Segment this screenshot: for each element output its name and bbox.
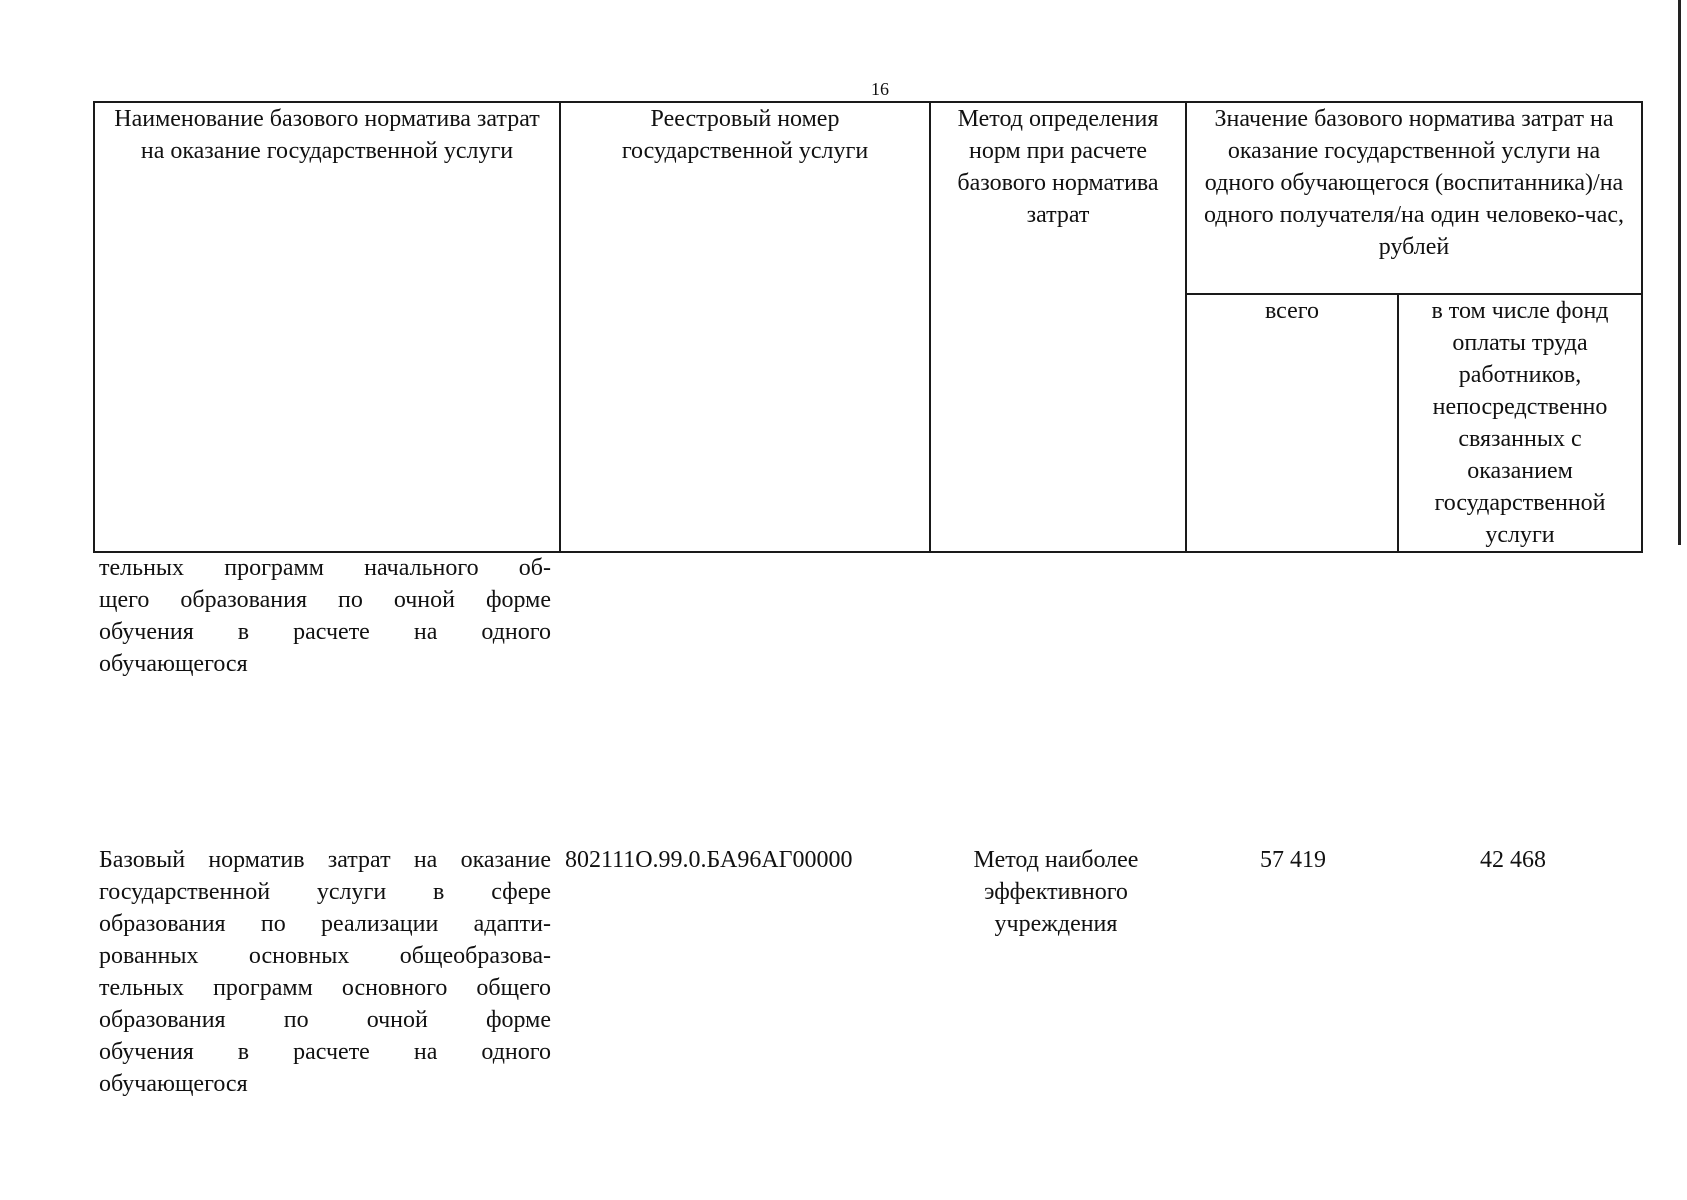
row-name-line: образования по реализации адапти- — [99, 911, 551, 937]
row-method-line: Метод наиболее — [973, 847, 1139, 873]
row-name-line: государственной услуги в сфере — [99, 879, 551, 905]
row-name-line: щего образования по очной форме — [99, 587, 551, 613]
row-name-line: образования по очной форме — [99, 1007, 551, 1033]
header-name: Наименование базового норматива затрат на оказание государственной услуги — [94, 102, 560, 552]
row-name-line: обучения в расчете на одного — [99, 619, 551, 645]
row-total-value: 57 419 — [1260, 847, 1326, 873]
row-method-line: эффективного — [984, 879, 1128, 905]
row-name-line: тельных программ начального об- — [99, 555, 551, 581]
row-name — [99, 552, 551, 680]
row-registry-code: 802111О.99.0.БА96АГ00000 — [565, 847, 853, 873]
row-name-line: тельных программ основного общего — [99, 975, 551, 1001]
row-name — [99, 844, 551, 1100]
header-registry: Реестровый номер государственной услуги — [560, 102, 930, 552]
page-number: 16 — [871, 79, 889, 99]
row-name-line: обучающегося — [99, 1071, 248, 1097]
row-name-line: рованных основных общеобразова- — [99, 943, 551, 969]
row-method — [931, 844, 1181, 940]
header-total: всего — [1186, 294, 1398, 552]
header-value: Значение базового норматива затрат на оказание государственной услуги на одного обучающегося (воспитанника)/на одного получателя/на один человеко-час, рублей — [1186, 102, 1642, 294]
row-name-line: обучающегося — [99, 651, 248, 677]
row-name-line: обучения в расчете на одного — [99, 1039, 551, 1065]
page-edge-mark — [1678, 0, 1681, 545]
row-fund-value: 42 468 — [1480, 847, 1546, 873]
header-method: Метод определения норм при расчете базового норматива затрат — [930, 102, 1186, 552]
row-method-line: учреждения — [994, 911, 1118, 937]
table-body — [93, 552, 1641, 1097]
header-fund: в том числе фонд оплаты труда работников, непосредственно связанных с оказанием государственной услуги — [1398, 294, 1642, 552]
row-name-line: Базовый норматив затрат на оказание — [99, 847, 551, 873]
table-row — [93, 552, 1641, 692]
header-table — [93, 101, 1643, 553]
